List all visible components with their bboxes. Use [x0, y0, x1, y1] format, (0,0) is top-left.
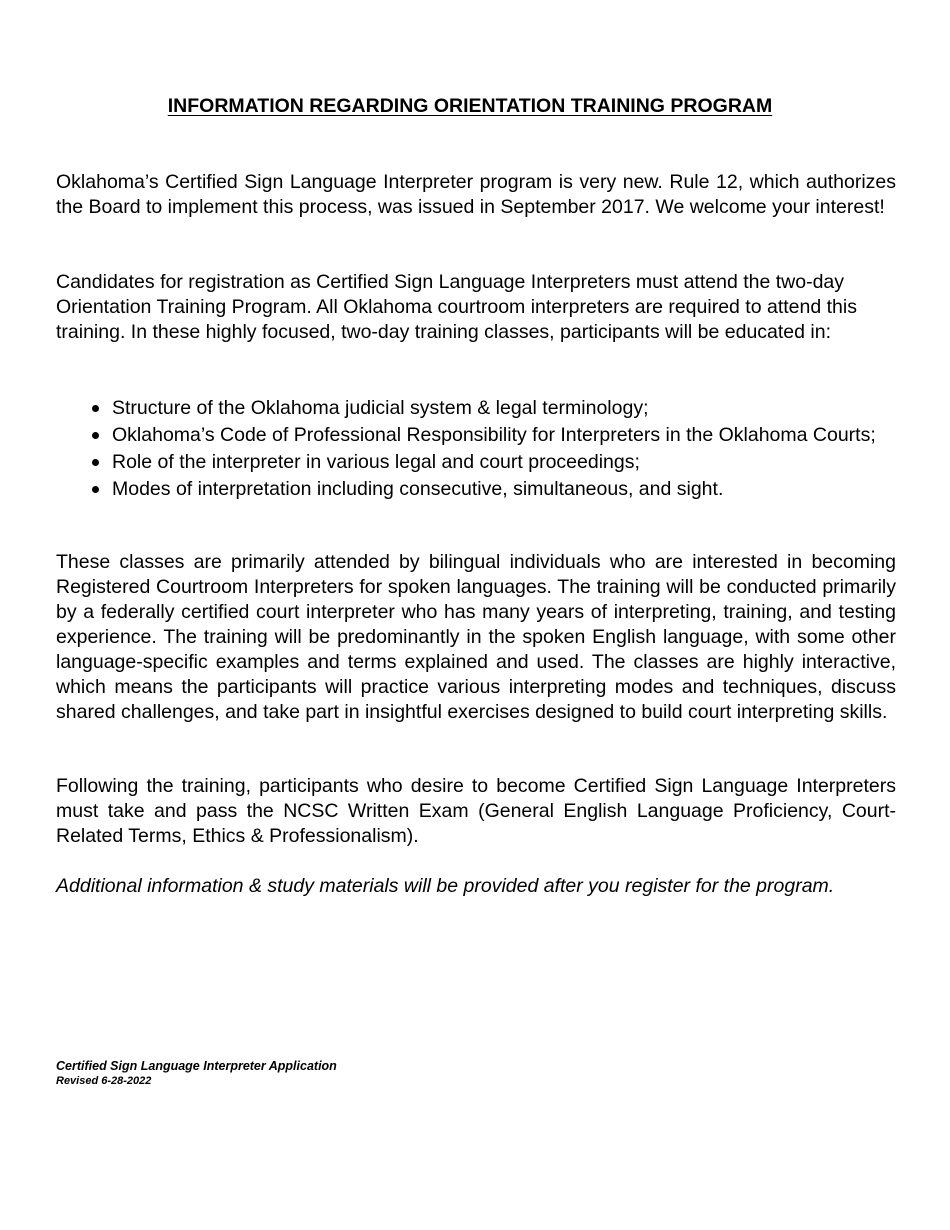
additional-info-paragraph: Additional information & study materials will be provided after you register for the program.: [56, 875, 835, 897]
bullet-icon: [92, 459, 99, 466]
bullet-icon: [92, 405, 99, 412]
footer-revision: Revised 6-28-2022: [56, 1075, 152, 1087]
bullet-icon: [92, 432, 99, 439]
page-title-text: INFORMATION REGARDING ORIENTATION TRAINING PROGRAM: [167, 95, 773, 117]
list-item-text: Role of the interpreter in various legal and court proceedings;: [112, 451, 640, 473]
footer-form-name: Certified Sign Language Interpreter Application: [56, 1059, 337, 1073]
list-item: [56, 477, 896, 501]
list-item: [56, 450, 896, 474]
list-item: [56, 423, 896, 447]
list-item: [56, 396, 896, 420]
intro-paragraph: Oklahoma’s Certified Sign Language Interpreter program is very new. Rule 12, which authorizes the Board to implement this process, was issued in September 2017. We welcome your interest!: [56, 171, 896, 218]
list-item-text: Oklahoma’s Code of Professional Responsibility for Interpreters in the Oklahoma Courts;: [112, 424, 876, 446]
classes-paragraph: These classes are primarily attended by bilingual individuals who are interested in becoming Registered Courtroom Interpreters for spoken languages. The training will be conducted primarily by a federally certified court interpreter who has many years of interpreting, training, and testing experience. The training will be predominantly in the spoken English language, with some other language-specific examples and terms explained and used. The classes are highly interactive, which means the participants will practice various interpreting modes and techniques, discuss shared challenges, and take part in insightful exercises designed to build court interpreting skills.: [56, 551, 896, 723]
bullet-icon: [92, 486, 99, 493]
list-item-text: Structure of the Oklahoma judicial system & legal terminology;: [112, 397, 649, 419]
training-topics-list: [56, 396, 896, 504]
list-item-text: Modes of interpretation including consecutive, simultaneous, and sight.: [112, 478, 724, 500]
page-footer: [56, 1059, 337, 1088]
candidates-paragraph: Candidates for registration as Certified Sign Language Interpreters must attend the two-day Orientation Training Program. All Oklahoma courtroom interpreters are required to attend this training. In these highly focused, two-day training classes, participants will be educated in:: [56, 271, 857, 343]
page-title: [0, 94, 940, 118]
exam-paragraph: Following the training, participants who desire to become Certified Sign Language Interpreters must take and pass the NCSC Written Exam (General English Language Proficiency, Court-Related Terms, Ethics & Professionalism).: [56, 775, 896, 847]
